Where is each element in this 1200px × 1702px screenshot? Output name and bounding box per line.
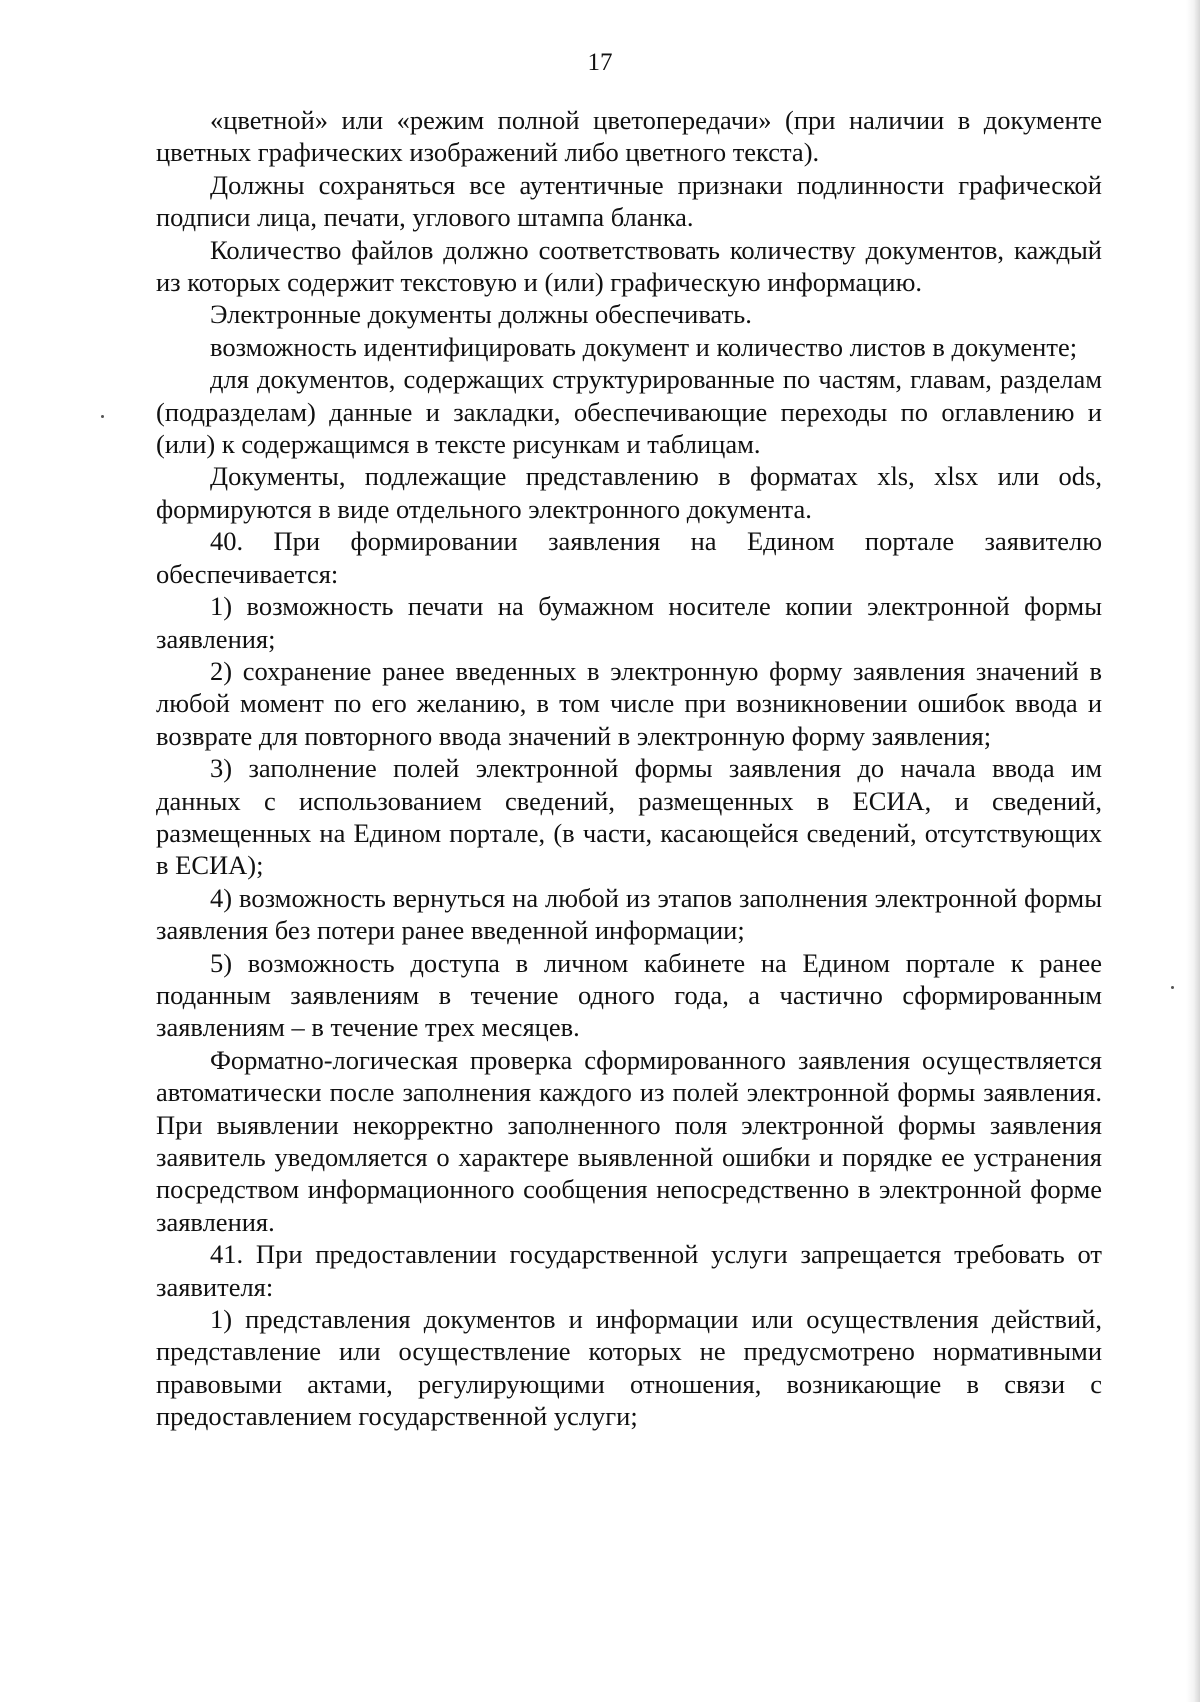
paragraph-identify-document: возможность идентифицировать документ и количество листов в документе; xyxy=(210,331,1078,362)
paragraph-item-41: 41. При предоставлении государственной услуги запрещается требовать от заявителя: xyxy=(156,1239,1102,1302)
paragraph-41-1: 1) представления документов и информации или осуществления действий, представление или осуществление которых не предусмотрено нормативными правовыми актами, регулирующими отношения, возникающие в связи с предоставлением государственной услуги; xyxy=(156,1304,1102,1432)
paragraph-spreadsheet-formats: Документы, подлежащие представлению в форматах xls, xlsx или ods, формируются в виде отдельного электронного документа. xyxy=(156,461,1102,524)
paragraph-40-3: 3) заполнение полей электронной формы заявления до начала ввода им данных с использованием сведений, размещенных в ЕСИА, и сведений, размещенных на Едином портале, (в части, касающейся сведений, отсутствующих в ЕСИА); xyxy=(156,753,1102,881)
scan-dot-left xyxy=(101,415,104,418)
paragraph-40-4: 4) возможность вернуться на любой из этапов заполнения электронной формы заявления без потери ранее введенной информации; xyxy=(156,882,1102,946)
paragraph-color-mode: «цветной» или «режим полной цветопередачи» (при наличии в документе цветных графических изображений либо цветного текста). xyxy=(156,105,1102,168)
page-number: 17 xyxy=(587,49,613,76)
paragraph-40-5: 5) возможность доступа в личном кабинете на Едином портале к ранее поданным заявлениям в течение одного года, а частично сформированным заявлениям – в течение трех месяцев. xyxy=(156,947,1102,1043)
paragraph-electronic-docs: Электронные документы должны обеспечивать. xyxy=(210,299,752,330)
paragraph-authentic-signs: Должны сохраняться все аутентичные признаки подлинности графической подписи лица, печати, углового штампа бланка. xyxy=(156,169,1102,233)
scan-dot-right xyxy=(1171,986,1174,989)
document-body xyxy=(156,104,1102,1433)
paragraph-format-check: Форматно-логическая проверка сформированного заявления осуществляется автоматически после заполнения каждого из полей электронной формы заявления. При выявлении некорректно заполненного поля электронной формы заявления заявитель уведомляется о характере выявленной ошибки и порядке ее устранения посредством информационного сообщения непосредственно в электронной форме заявления. xyxy=(156,1044,1102,1237)
paragraph-40-2: 2) сохранение ранее введенных в электронную форму заявления значений в любой момент по его желанию, в том числе при возникновении ошибок ввода и возврате для повторного ввода значений в электронную форму заявления; xyxy=(156,655,1102,751)
scan-edge xyxy=(1186,0,1200,1702)
paragraph-files-count: Количество файлов должно соответствовать количеству документов, каждый из которых содержит текстовую и (или) графическую информацию. xyxy=(156,234,1102,298)
paragraph-structured-docs: для документов, содержащих структурированные по частям, главам, разделам (подразделам) данные и закладки, обеспечивающие переходы по оглавлению и (или) к содержащимся в тексте рисункам и таблицам. xyxy=(156,364,1102,460)
paragraph-40-1: 1) возможность печати на бумажном носителе копии электронной формы заявления; xyxy=(156,591,1102,654)
paragraph-item-40: 40. При формировании заявления на Едином портале заявителю обеспечивается: xyxy=(156,526,1102,589)
